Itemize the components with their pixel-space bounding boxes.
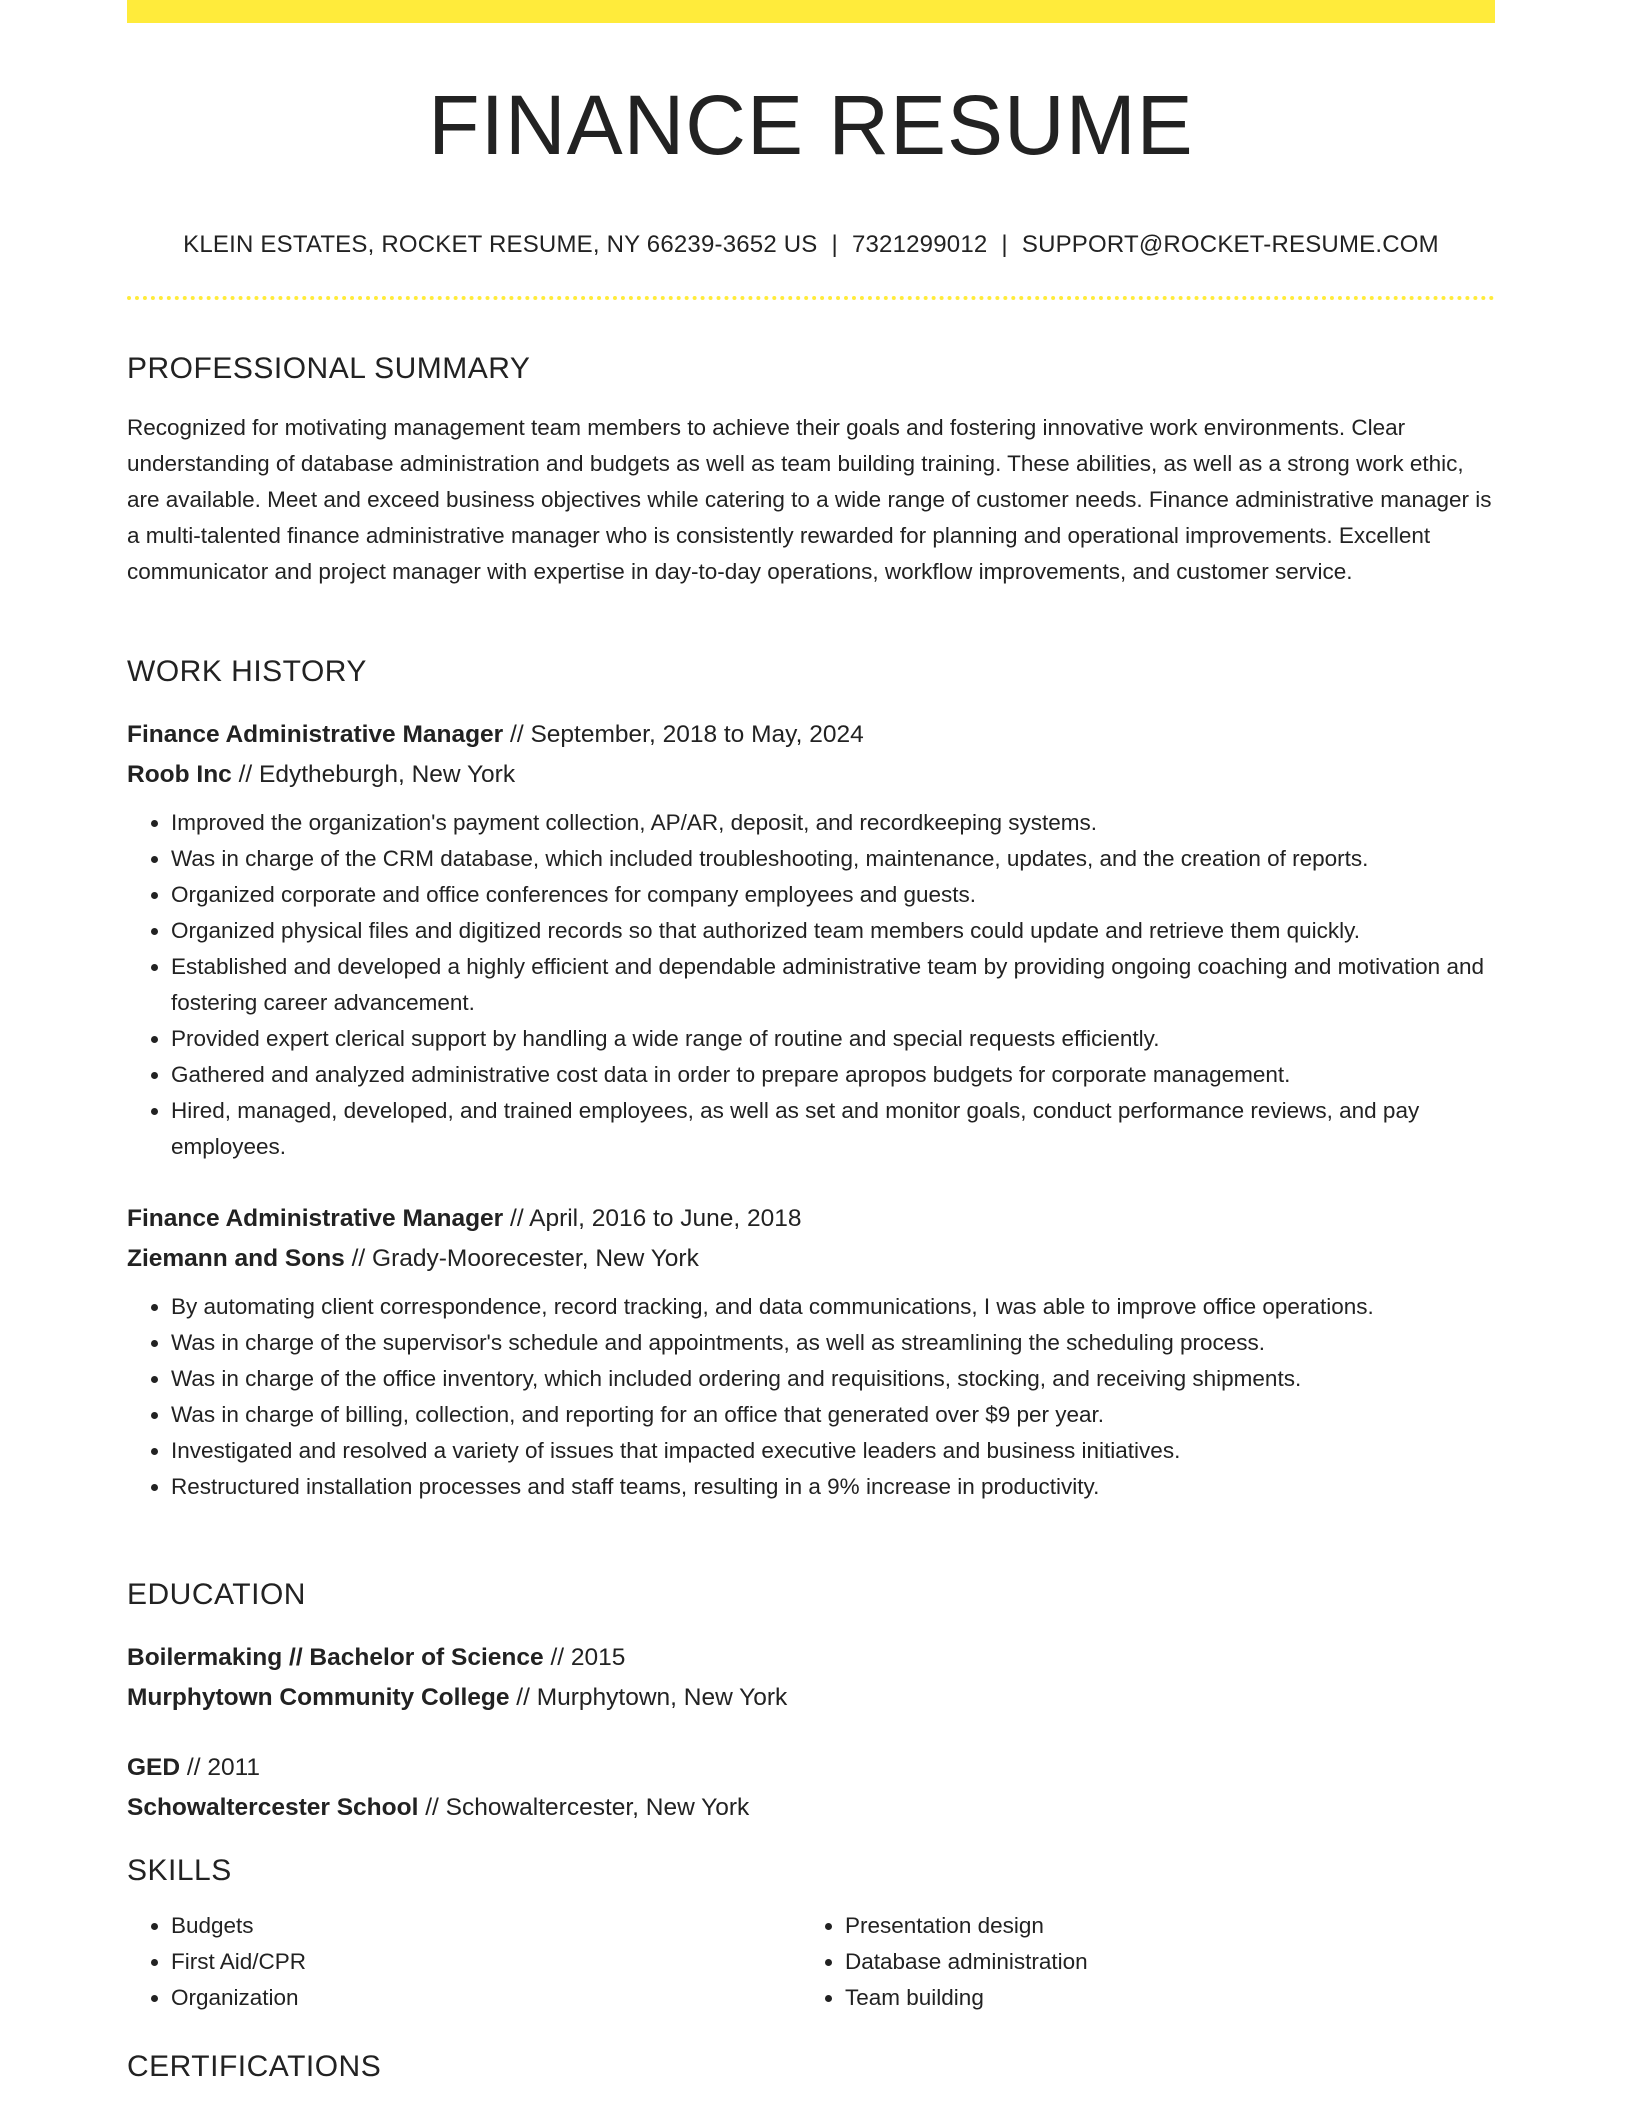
skills-column-left xyxy=(127,1908,801,2016)
work-history-section xyxy=(127,655,1495,689)
education-entry xyxy=(127,1748,1495,1828)
job-bullet: • Organized physical files and digitized records so that authorized team members could update and retrieve them quickly. xyxy=(171,913,1495,949)
contact-line xyxy=(127,231,1495,259)
skill-item: • Database administration xyxy=(845,1944,1475,1980)
contact-address: KLEIN ESTATES, ROCKET RESUME, NY 66239-3652 US xyxy=(183,231,818,258)
job-bullet: • Was in charge of the supervisor's schedule and appointments, as well as streamlining the scheduling process. xyxy=(171,1325,1495,1361)
job-bullet: • Investigated and resolved a variety of issues that impacted executive leaders and business initiatives. xyxy=(171,1433,1495,1469)
resume-name: FINANCE RESUME xyxy=(428,78,1194,172)
job-bullet: • Was in charge of billing, collection, and reporting for an office that generated over $9 per year. xyxy=(171,1397,1495,1433)
education-degree-line xyxy=(127,1748,1495,1788)
education-section xyxy=(127,1578,1495,1612)
certifications-section xyxy=(127,2050,1495,2084)
section-title-summary: PROFESSIONAL SUMMARY xyxy=(127,352,531,385)
education-location: // Schowaltercester, New York xyxy=(418,1794,750,1821)
job-bullet: • Improved the organization's payment collection, AP/AR, deposit, and recordkeeping systems. xyxy=(171,805,1495,841)
job-bullet: • Was in charge of the office inventory, which included ordering and requisitions, stocking, and receiving shipments. xyxy=(171,1361,1495,1397)
job-dates: // April, 2016 to June, 2018 xyxy=(503,1205,802,1232)
job-bullets xyxy=(127,1289,1495,1505)
skill-item: • Team building xyxy=(845,1980,1475,2016)
job-role: Finance Administrative Manager xyxy=(127,721,504,748)
job-dates: // September, 2018 to May, 2024 xyxy=(503,721,864,748)
job-entry xyxy=(127,1199,1495,1505)
job-bullet: • Provided expert clerical support by handling a wide range of routine and special requests efficiently. xyxy=(171,1021,1495,1057)
section-title-certifications: CERTIFICATIONS xyxy=(127,2050,382,2083)
skill-item: • Organization xyxy=(171,1980,801,2016)
job-bullet: • Established and developed a highly efficient and dependable administrative team by providing ongoing coaching and motivation and fostering career advancement. xyxy=(171,949,1495,1021)
section-title-work-history: WORK HISTORY xyxy=(127,655,367,688)
job-bullet: • Hired, managed, developed, and trained employees, as well as set and monitor goals, conduct performance reviews, and pay employees. xyxy=(171,1093,1495,1165)
job-bullets xyxy=(127,805,1495,1165)
skill-item: • Budgets xyxy=(171,1908,801,1944)
skills-column-right xyxy=(801,1908,1475,2016)
education-year: // 2011 xyxy=(180,1754,261,1781)
education-school: Schowaltercester School xyxy=(127,1794,419,1821)
resume-page xyxy=(127,0,1495,2083)
job-entry xyxy=(127,715,1495,1165)
contact-separator: | xyxy=(831,231,838,258)
job-company-line xyxy=(127,755,1495,795)
education-school-line xyxy=(127,1678,1495,1718)
contact-separator: | xyxy=(1001,231,1008,258)
job-location: // Grady-Moorecester, New York xyxy=(344,1245,699,1272)
job-bullet: • Was in charge of the CRM database, which included troubleshooting, maintenance, updates, and the creation of reports. xyxy=(171,841,1495,877)
job-bullet: • Gathered and analyzed administrative cost data in order to prepare apropos budgets for corporate management. xyxy=(171,1057,1495,1093)
job-bullet: • Organized corporate and office conferences for company employees and guests. xyxy=(171,877,1495,913)
job-location: // Edytheburgh, New York xyxy=(231,761,516,788)
job-bullet: • Restructured installation processes and staff teams, resulting in a 9% increase in productivity. xyxy=(171,1469,1495,1505)
accent-top-bar xyxy=(127,0,1495,23)
section-title-skills: SKILLS xyxy=(127,1854,232,1887)
skills-section xyxy=(127,1854,1495,2016)
education-degree: GED xyxy=(127,1754,181,1781)
skills-grid xyxy=(127,1908,1495,2016)
education-degree-line xyxy=(127,1638,1495,1678)
contact-email: SUPPORT@ROCKET-RESUME.COM xyxy=(1021,231,1439,258)
skill-item: • First Aid/CPR xyxy=(171,1944,801,1980)
education-school-line xyxy=(127,1788,1495,1828)
education-school: Murphytown Community College xyxy=(127,1684,510,1711)
job-company: Ziemann and Sons xyxy=(127,1245,345,1272)
job-title-line xyxy=(127,715,1495,755)
job-role: Finance Administrative Manager xyxy=(127,1205,504,1232)
education-location: // Murphytown, New York xyxy=(509,1684,788,1711)
job-company: Roob Inc xyxy=(127,761,232,788)
job-company-line xyxy=(127,1239,1495,1279)
education-year: // 2015 xyxy=(543,1644,626,1671)
summary-section xyxy=(127,352,1495,590)
education-degree: Boilermaking // Bachelor of Science xyxy=(127,1644,544,1671)
summary-text: Recognized for motivating management team members to achieve their goals and fostering innovative work environments. Clear understanding of database administration and budgets as well as team building training. These abilities, as well as a strong work ethic, are available. Meet and exceed business objectives while catering to a wide range of customer needs. Finance administrative manager is a multi-talented finance administrative manager who is consistently rewarded for planning and operational improvements. Excellent communicator and project manager with expertise in day-to-day operations, workflow improvements, and customer service. xyxy=(127,415,1492,584)
section-title-education: EDUCATION xyxy=(127,1578,306,1611)
education-entry xyxy=(127,1638,1495,1718)
job-bullet: • By automating client correspondence, record tracking, and data communications, I was able to improve office operations. xyxy=(171,1289,1495,1325)
skill-item: • Presentation design xyxy=(845,1908,1475,1944)
contact-phone: 7321299012 xyxy=(851,231,988,258)
job-title-line xyxy=(127,1199,1495,1239)
dotted-divider xyxy=(127,296,1495,300)
